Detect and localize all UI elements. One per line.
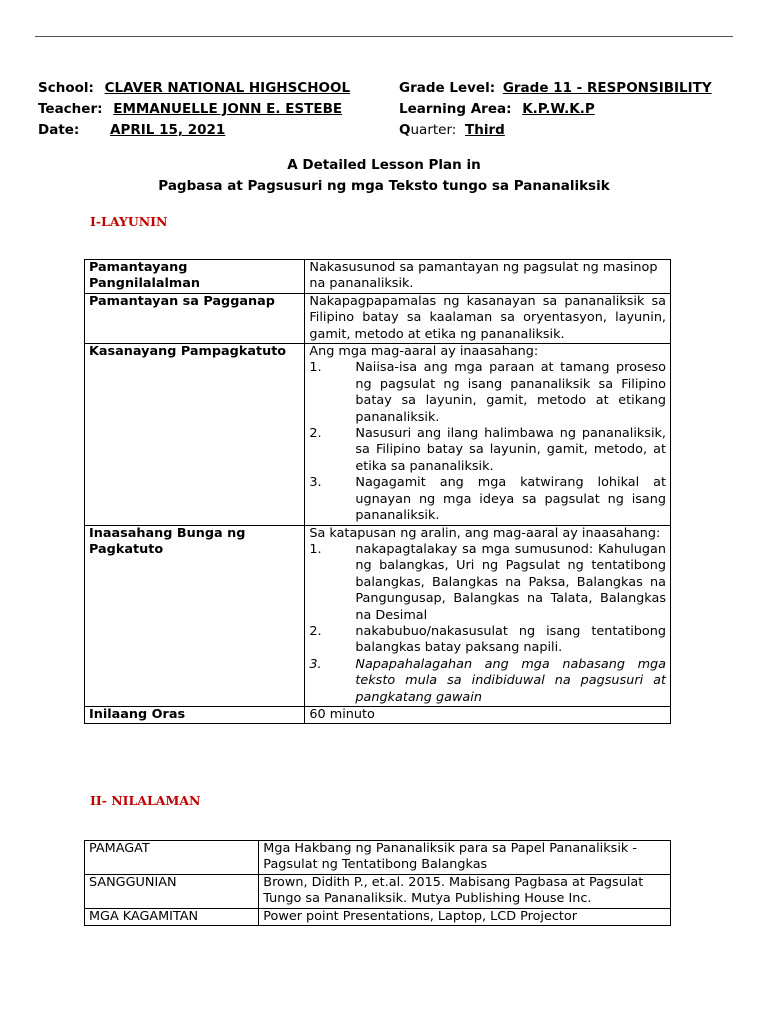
row-label: SANGGUNIAN bbox=[85, 874, 259, 908]
row-value: Nakasusunod sa pamantayan ng pagsulat ng masinop na pananaliksik. bbox=[305, 260, 671, 294]
list-number: 2. bbox=[309, 623, 322, 639]
layunin-table bbox=[84, 259, 671, 724]
list-text: nakabubuo/nakasusulat ng isang tentatibong balangkas batay paksang napili. bbox=[355, 623, 666, 656]
quarter-value: Third bbox=[465, 122, 505, 138]
table-row bbox=[85, 706, 671, 723]
quarter-field bbox=[399, 122, 505, 138]
top-divider bbox=[35, 36, 733, 37]
date-label: Date: bbox=[38, 122, 80, 138]
grade-level-label: Grade Level: bbox=[399, 80, 496, 96]
table-row bbox=[85, 841, 671, 875]
list-text: Naiisa-isa ang mga paraan at tamang proseso ng pagsulat ng isang pananaliksik sa Filipino batay sa layunin, gamit, metodo at etikang pananaliksik. bbox=[355, 360, 666, 425]
nilalaman-table bbox=[84, 840, 671, 926]
list-number: 2. bbox=[309, 426, 322, 442]
date-value: APRIL 15, 2021 bbox=[110, 122, 226, 138]
teacher-field bbox=[38, 101, 342, 117]
learning-area-label: Learning Area: bbox=[399, 101, 512, 117]
list-item bbox=[309, 475, 666, 524]
grade-level-field bbox=[399, 80, 712, 96]
row-value: Nakapagpapamalas ng kasanayan sa pananaliksik sa Filipino batay sa kaalaman sa oryentasyon, layunin, gamit, metodo at etika ng pananaliksik. bbox=[305, 293, 671, 343]
header-row-1 bbox=[38, 80, 738, 101]
table-row bbox=[85, 293, 671, 343]
list-intro: Sa katapusan ng aralin, ang mag-aaral ay inaasahang: bbox=[309, 525, 661, 541]
list-number: 3. bbox=[309, 475, 322, 491]
list-item bbox=[309, 542, 666, 624]
list-number: 1. bbox=[309, 360, 322, 376]
title-line-1: A Detailed Lesson Plan in bbox=[287, 157, 481, 173]
grade-level-value: Grade 11 - RESPONSIBILITY bbox=[502, 80, 712, 96]
row-label: Pamantayang Pangnilalalman bbox=[85, 260, 305, 294]
teacher-label: Teacher: bbox=[38, 101, 103, 117]
row-label: Pamantayan sa Pagganap bbox=[85, 293, 305, 343]
date-field bbox=[38, 122, 225, 138]
learning-area-value: K.P.W.K.P bbox=[522, 101, 595, 117]
list-item bbox=[309, 360, 666, 426]
title-line-2: Pagbasa at Pagsusuri ng mga Teksto tungo sa Pananaliksik bbox=[158, 178, 610, 194]
list-text: Nagagamit ang mga katwirang lohikal at ugnayan ng mga ideya sa pagsulat ng isang pananaliksik. bbox=[355, 475, 666, 524]
row-value: Power point Presentations, Laptop, LCD Projector bbox=[259, 908, 671, 925]
row-label: MGA KAGAMITAN bbox=[85, 908, 259, 925]
table-row bbox=[85, 260, 671, 294]
row-value bbox=[305, 525, 671, 706]
school-field bbox=[38, 80, 350, 96]
school-label: School: bbox=[38, 80, 94, 96]
section-heading-layunin: I-LAYUNIN bbox=[90, 214, 168, 229]
list-text: nakapagtalakay sa mga sumusunod: Kahulugan ng balangkas, Uri ng Pagsulat ng tentatibong balangkas, Balangkas na Paksa, Balangkas na Pangungusap, Balangkas na Talata, Balangkas na Desimal bbox=[355, 541, 666, 623]
lesson-plan-title bbox=[0, 155, 768, 197]
list-item bbox=[309, 657, 666, 706]
row-label: Kasanayang Pampagkatuto bbox=[85, 344, 305, 525]
row-label: Inaasahang Bunga ng Pagkatuto bbox=[85, 525, 305, 706]
row-value: Brown, Didith P., et.al. 2015. Mabisang Pagbasa at Pagsulat Tungo sa Pananaliksik. Mutya Publishing House Inc. bbox=[259, 874, 671, 908]
table-row bbox=[85, 874, 671, 908]
numbered-list bbox=[309, 542, 666, 706]
numbered-list bbox=[309, 360, 666, 524]
school-value: CLAVER NATIONAL HIGHSCHOOL bbox=[104, 80, 351, 96]
row-label: PAMAGAT bbox=[85, 841, 259, 875]
list-number: 1. bbox=[309, 541, 322, 557]
list-text: Nasusuri ang ilang halimbawa ng pananaliksik, sa Filipino batay sa layunin, gamit, metodo, at etika sa pananaliksik. bbox=[355, 426, 666, 474]
table-row bbox=[85, 344, 671, 525]
row-value bbox=[305, 344, 671, 525]
quarter-label: Quarter: bbox=[399, 122, 457, 138]
list-text: Napapahalagahan ang mga nabasang mga teksto mula sa indibiduwal na pagsusuri at pangkatang gawain bbox=[355, 656, 666, 705]
teacher-value: EMMANUELLE JONN E. ESTEBE bbox=[113, 101, 343, 117]
document-header bbox=[38, 80, 738, 143]
list-number: 3. bbox=[309, 656, 322, 672]
header-row-3 bbox=[38, 122, 738, 143]
section-heading-nilalaman: II- NILALAMAN bbox=[90, 793, 201, 808]
table-row bbox=[85, 525, 671, 706]
header-row-2 bbox=[38, 101, 738, 122]
learning-area-field bbox=[399, 101, 595, 117]
list-intro: Ang mga mag-aaral ay inaasahang: bbox=[309, 344, 539, 360]
list-item bbox=[309, 624, 666, 657]
row-value: 60 minuto bbox=[305, 706, 671, 723]
list-item bbox=[309, 426, 666, 475]
row-value: Mga Hakbang ng Pananaliksik para sa Papel Pananaliksik - Pagsulat ng Tentatibong Balangkas bbox=[259, 841, 671, 875]
row-label: Inilaang Oras bbox=[85, 706, 305, 723]
table-row bbox=[85, 908, 671, 925]
